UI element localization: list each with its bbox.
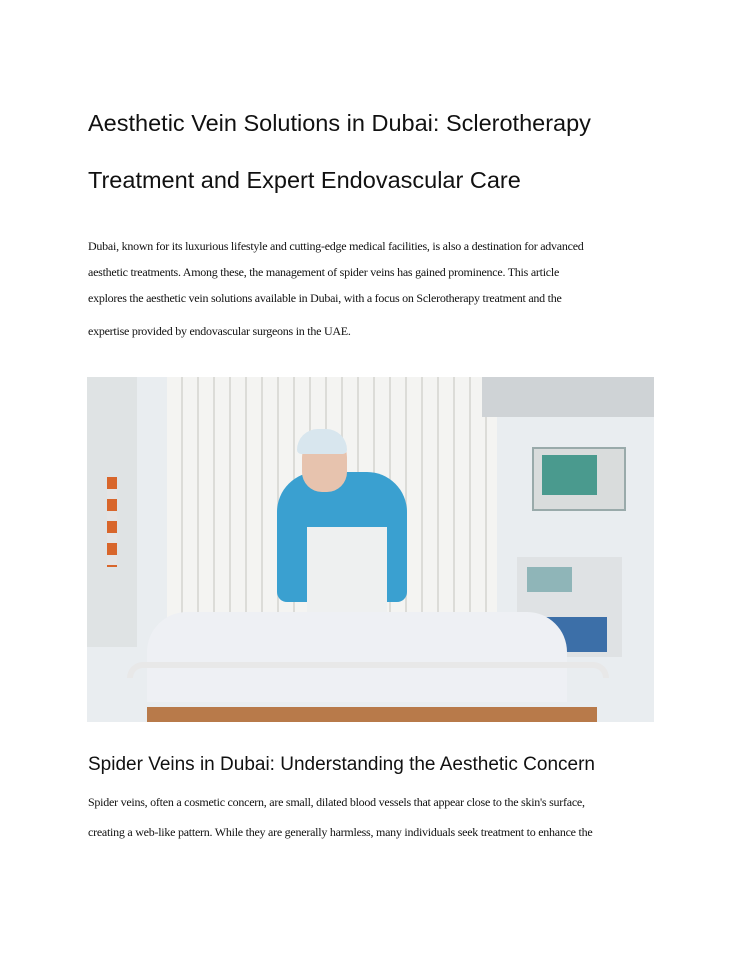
article-photo-clinic-procedure	[87, 377, 654, 722]
article-title-line-2: Treatment and Expert Endovascular Care	[88, 167, 521, 193]
intro-line: aesthetic treatments. Among these, the management of spider veins has gained prominence. This article	[88, 265, 560, 279]
article-title-line-1: Aesthetic Vein Solutions in Dubai: Sclerotherapy	[88, 110, 591, 136]
section-line: creating a web-like pattern. While they are generally harmless, many individuals seek treatment to enhance the	[88, 825, 593, 839]
intro-line: explores the aesthetic vein solutions available in Dubai, with a focus on Sclerotherapy treatment and the	[88, 291, 562, 305]
intro-line: expertise provided by endovascular surgeons in the UAE.	[88, 324, 351, 338]
section-line: Spider veins, often a cosmetic concern, are small, dilated blood vessels that appear close to the skin's surface,	[88, 795, 585, 809]
intro-line: Dubai, known for its luxurious lifestyle and cutting-edge medical facilities, is also a destination for advanced	[88, 239, 584, 253]
section-heading: Spider Veins in Dubai: Understanding the Aesthetic Concern	[88, 754, 595, 775]
